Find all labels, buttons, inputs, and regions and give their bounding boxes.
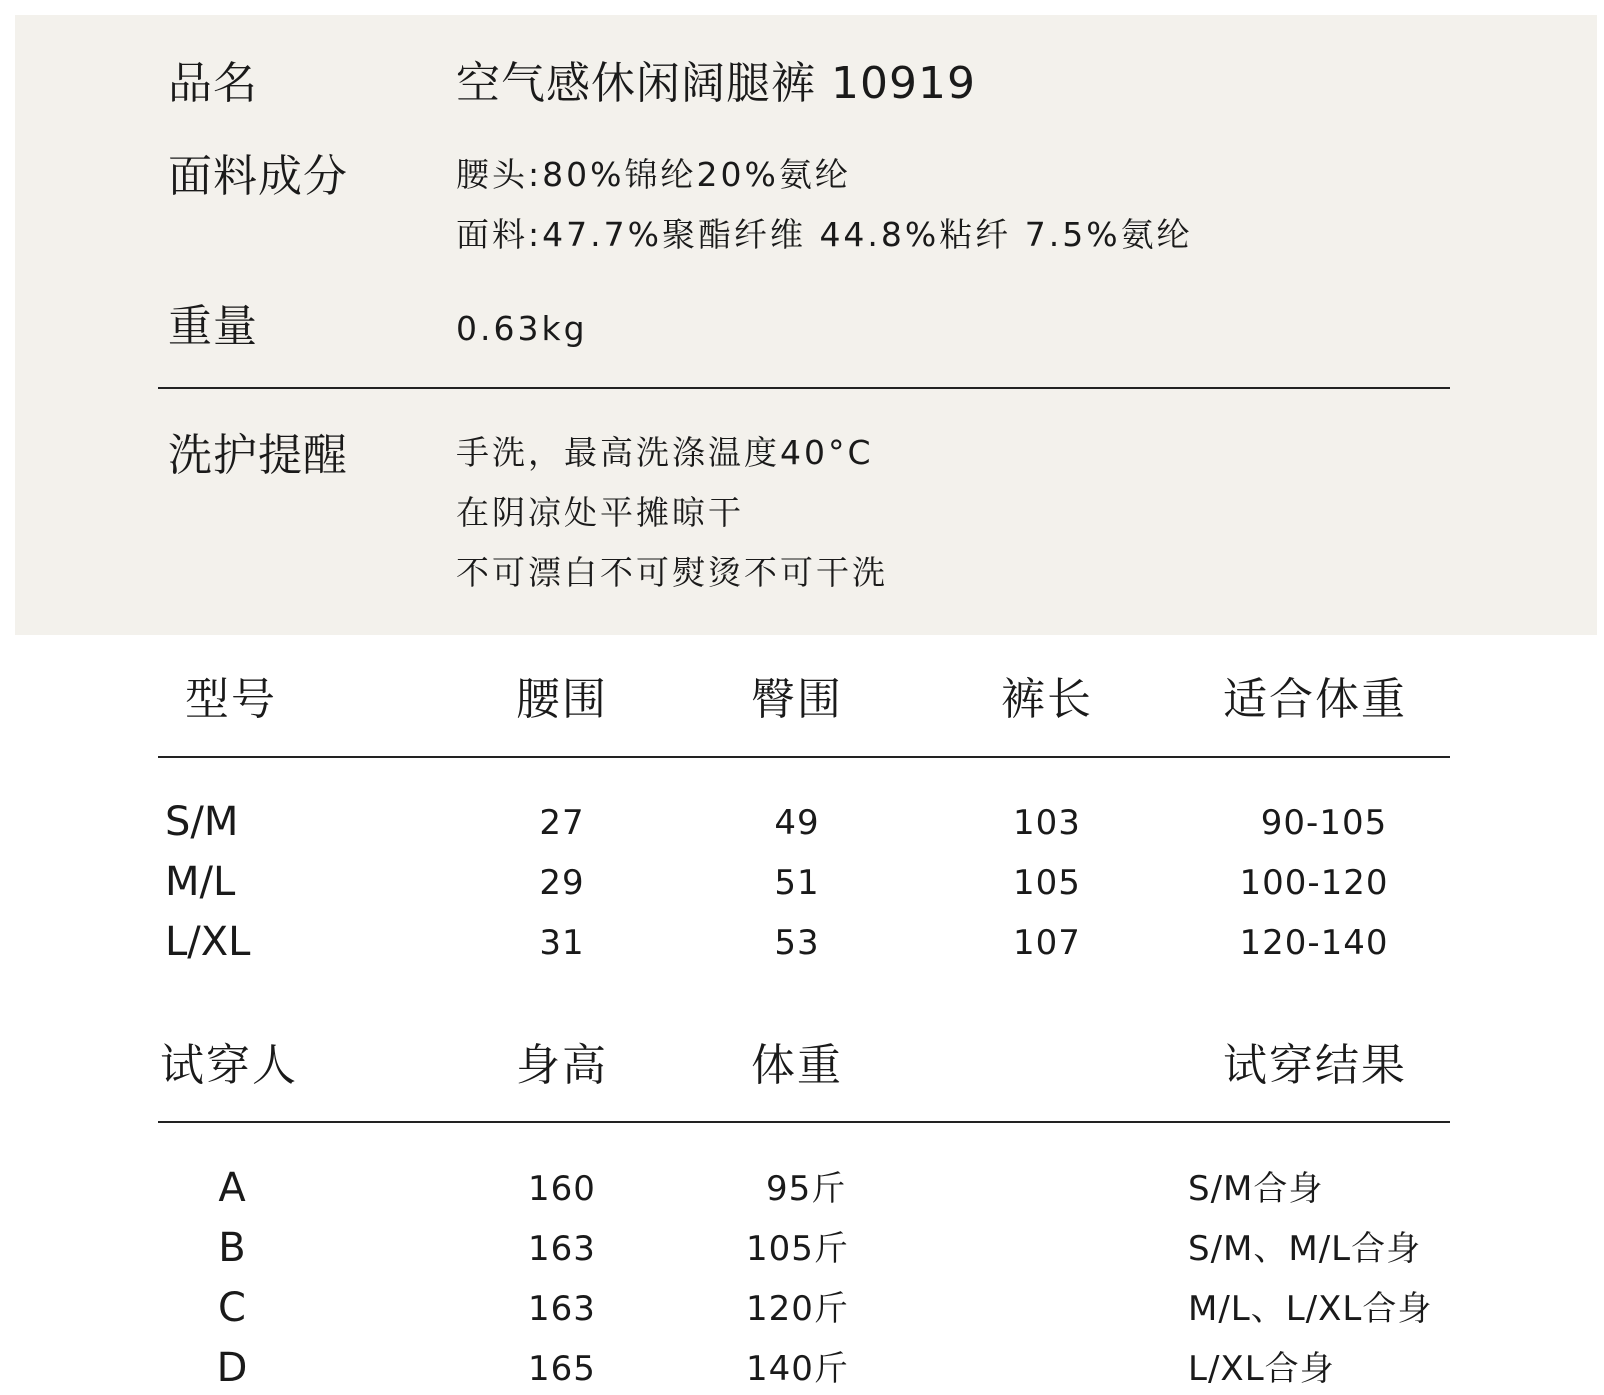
- size-cell: S/M: [165, 799, 239, 845]
- size-header-weight: 适合体重: [1223, 674, 1407, 725]
- weight-value: 0.63kg: [456, 309, 588, 348]
- fit-header-tester: 试穿人: [160, 1040, 298, 1091]
- care-line-1: 手洗，最高洗涤温度40°C: [456, 433, 874, 472]
- fit-cell: 105斤: [746, 1229, 849, 1269]
- fit-cell: 160: [528, 1169, 596, 1209]
- fabric-label: 面料成分: [168, 151, 348, 202]
- fit-cell: S/M、M/L合身: [1188, 1229, 1422, 1269]
- size-cell: 53: [774, 923, 820, 963]
- size-cell: 120-140: [1239, 923, 1389, 963]
- weight-label: 重量: [168, 301, 258, 352]
- care-line-2: 在阴凉处平摊晾干: [456, 493, 744, 532]
- fabric-line-1: 腰头:80%锦纶20%氨纶: [456, 155, 851, 194]
- size-header-model: 型号: [185, 674, 277, 725]
- size-cell: 105: [1013, 863, 1081, 903]
- fit-cell: B: [218, 1225, 246, 1271]
- size-cell: 29: [539, 863, 585, 903]
- care-label: 洗护提醒: [168, 430, 348, 481]
- product-name-value: 空气感休闲阔腿裤 10919: [456, 58, 976, 109]
- fit-cell: D: [216, 1345, 248, 1391]
- size-cell: 107: [1013, 923, 1081, 963]
- fit-cell: 95斤: [766, 1169, 847, 1209]
- fit-cell: 163: [528, 1289, 596, 1329]
- fit-header-result: 试穿结果: [1223, 1040, 1407, 1091]
- fit-cell: L/XL合身: [1188, 1349, 1335, 1389]
- fit-cell: 140斤: [746, 1349, 849, 1389]
- fit-cell: 165: [528, 1349, 596, 1389]
- size-header-waist: 腰围: [516, 674, 608, 725]
- info-divider: [158, 387, 1450, 389]
- fit-header-divider: [158, 1121, 1450, 1123]
- size-header-divider: [158, 756, 1450, 758]
- size-cell: 31: [539, 923, 585, 963]
- product-name-label: 品名: [168, 58, 258, 109]
- size-header-hip: 臀围: [751, 674, 843, 725]
- size-cell: 103: [1013, 803, 1081, 843]
- fit-cell: A: [218, 1165, 246, 1211]
- size-cell: 90-105: [1260, 803, 1388, 843]
- fit-cell: M/L、L/XL合身: [1188, 1289, 1433, 1329]
- fit-cell: 163: [528, 1229, 596, 1269]
- size-cell: 49: [774, 803, 820, 843]
- size-cell: 100-120: [1239, 863, 1389, 903]
- fit-cell: 120斤: [746, 1289, 849, 1329]
- fit-header-height: 身高: [516, 1040, 608, 1091]
- care-line-3: 不可漂白不可熨烫不可干洗: [456, 553, 888, 592]
- fit-cell: C: [218, 1285, 246, 1331]
- fabric-line-2: 面料:47.7%聚酯纤维 44.8%粘纤 7.5%氨纶: [456, 215, 1193, 254]
- fit-header-weight: 体重: [751, 1040, 843, 1091]
- size-cell: M/L: [165, 859, 236, 905]
- size-cell: L/XL: [165, 919, 251, 965]
- size-cell: 27: [539, 803, 585, 843]
- fit-cell: S/M合身: [1188, 1169, 1324, 1209]
- size-cell: 51: [774, 863, 820, 903]
- size-header-length: 裤长: [1001, 674, 1093, 725]
